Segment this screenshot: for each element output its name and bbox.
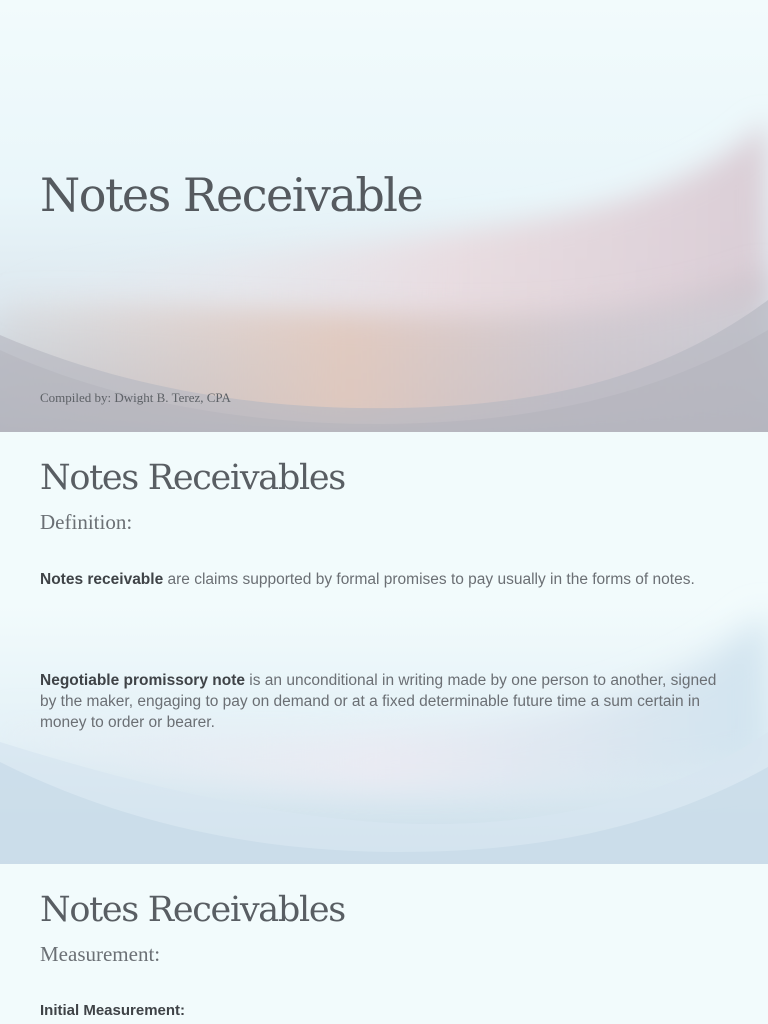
slide-heading: Notes Receivables	[40, 458, 345, 498]
term-notes-receivable: Notes receivable	[40, 571, 164, 588]
definition-text: are claims supported by formal promises to pay usually in the forms of notes.	[163, 571, 695, 588]
term-negotiable-promissory-note: Negotiable promissory note	[40, 672, 245, 689]
slide-title	[0, 0, 768, 432]
slide-measurement	[0, 864, 768, 1024]
slide-heading: Notes Receivables	[40, 890, 345, 930]
definition-text: is an unconditional in writing made by one person to another, signed by the maker, engaging to pay on demand or at a fixed determinable future time a sum certain in money to order or bearer.	[40, 672, 717, 731]
definition-promissory-note	[40, 670, 732, 733]
definition-notes-receivable	[40, 569, 732, 590]
initial-measurement-heading: Initial Measurement:	[40, 1002, 186, 1019]
slide-subheading: Measurement:	[40, 942, 161, 966]
author-credit: Compiled by: Dwight B. Terez, CPA	[40, 390, 231, 405]
slide-definition	[0, 432, 768, 864]
presentation-title: Notes Receivable	[40, 168, 423, 222]
slide-subheading: Definition:	[40, 510, 133, 534]
